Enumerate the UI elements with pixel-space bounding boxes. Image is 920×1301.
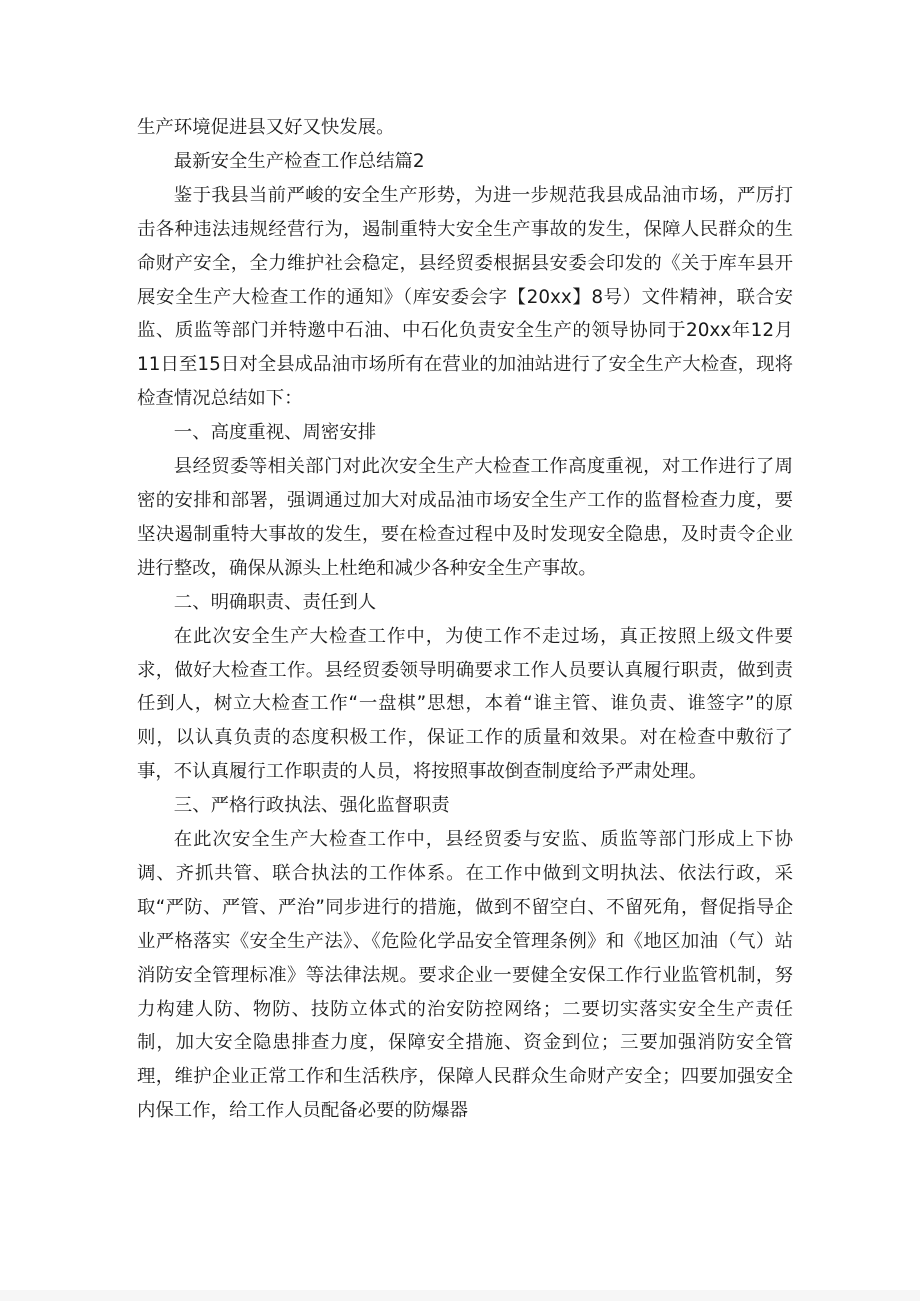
paragraph: 在此次安全生产大检查工作中，县经贸委与安监、质监等部门形成上下协调、齐抓共管、联合执法的工作体系。在工作中做到文明执法、依法行政，采取“严防、严管、严治”同步进行的措施，做到不留空白、不留死角，督促指导企业严格落实《安全生产法》、《危险化学品安全管理条例》和《地区加油（气）站消防安全管理标准》等法律法规。要求企业一要健全安保工作行业监管机制，努力构建人防、物防、技防立体式的治安防控网络；二要切实落实安全生产责任制，加大安全隐患排查力度，保障安全措施、资金到位；三要加强消防安全管理，维护企业正常工作和生活秩序，保障人民群众生命财产安全；四要加强安全内保工作，给工作人员配备必要的防爆器 (137, 829, 793, 1122)
paragraph: 县经贸委等相关部门对此次安全生产大检查工作高度重视，对工作进行了周密的安排和部署，强调通过加大对成品油市场安全生产工作的监督检查力度，要坚决遏制重特大事故的发生，要在检查过程中及时发现安全隐患，及时责令企业进行整改，确保从源头上杜绝和减少各种安全生产事故。 (137, 456, 793, 579)
paragraph-continued: 生产环境促进县又好又快发展。 (137, 117, 395, 138)
section-title: 最新安全生产检查工作总结篇2 (173, 150, 425, 172)
section-heading-1: 一、高度重视、周密安排 (173, 422, 377, 444)
document-body (137, 111, 793, 1128)
section-heading-3: 三、严格行政执法、强化监督职责 (173, 795, 450, 817)
paragraph: 在此次安全生产大检查工作中，为使工作不走过场，真正按照上级文件要求，做好大检查工作。县经贸委领导明确要求工作人员要认真履行职责，做到责任到人，树立大检查工作“一盘棋”思想，本着“谁主管、谁负责、谁签字”的原则，以认真负责的态度积极工作，保证工作的质量和效果。对在检查中敷衍了事，不认真履行工作职责的人员，将按照事故倒查制度给予严肃处理。 (137, 625, 793, 783)
page-bottom-strip (0, 1290, 920, 1301)
paragraph: 鉴于我县当前严峻的安全生产形势，为进一步规范我县成品油市场，严厉打击各种违法违规经营行为，遏制重特大安全生产事故的发生，保障人民群众的生命财产安全，全力维护社会稳定，县经贸委根据县安委会印发的《关于库车县开展安全生产大检查工作的通知》（库安委会字【20xx】8号）文件精神，联合安监、质监等部门并特邀中石油、中石化负责安全生产的领导协同于20xx年12月11日至15日对全县成品油市场所有在营业的加油站进行了安全生产大检查，现将检查情况总结如下： (137, 184, 793, 410)
section-heading-2: 二、明确职责、责任到人 (173, 591, 377, 613)
